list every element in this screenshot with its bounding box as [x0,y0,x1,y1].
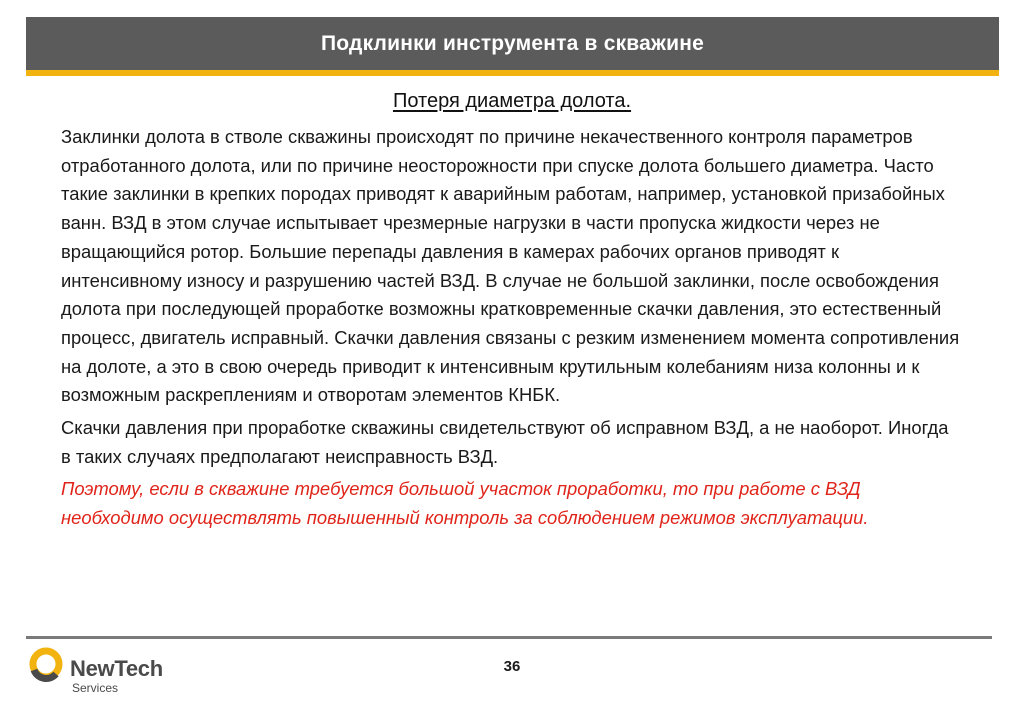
company-logo [22,644,192,700]
slide-title: Подклинки инструмента в скважине [321,31,704,55]
logo-subname: Services [72,681,119,695]
slide-body [61,123,961,537]
slide-subtitle: Потеря диаметра долота. [392,90,632,112]
logo-name: NewTech [70,656,163,681]
page-number: 36 [503,658,521,675]
slide-title-bar [26,17,999,70]
body-paragraph: Скачки давления при проработке скважины свидетельствуют об исправном ВЗД, а не наоборот. Иногда в таких случаях предполагают неисправность ВЗД. [61,417,949,467]
newtech-logo-icon [26,646,66,686]
highlight-paragraph: Поэтому, если в скважине требуется большой участок проработки, то при работе с ВЗД необходимо осуществлять повышенный контроль за соблюдением режимов эксплуатации. [61,478,869,529]
footer-divider [26,636,992,639]
body-paragraph: Заклинки долота в стволе скважины происходят по причине некачественного контроля параметров отработанного долота, или по причине неосторожности при спуске долота большего диаметра. Часто такие заклинки в крепких породах приводят к аварийным работам, например, установкой призабойных ванн. ВЗД в этом случае испытывает чрезмерные нагрузки в части пропуска жидкости через не вращающийся ротор. Большие перепады давления в камерах рабочих органов приводят к интенсивному износу и разрушению частей ВЗД. В случае не большой заклинки, после освобождения долота при последующей проработке возможны кратковременные скачки давления, это естественный процесс, двигатель исправный. Скачки давления связаны с резким изменением момента сопротивления на долоте, а это в свою очередь приводит к интенсивным крутильным колебаниям низа колонны и к возможным раскреплениям и отворотам элементов КНБК. [61,126,960,406]
title-accent-bar [26,70,999,76]
